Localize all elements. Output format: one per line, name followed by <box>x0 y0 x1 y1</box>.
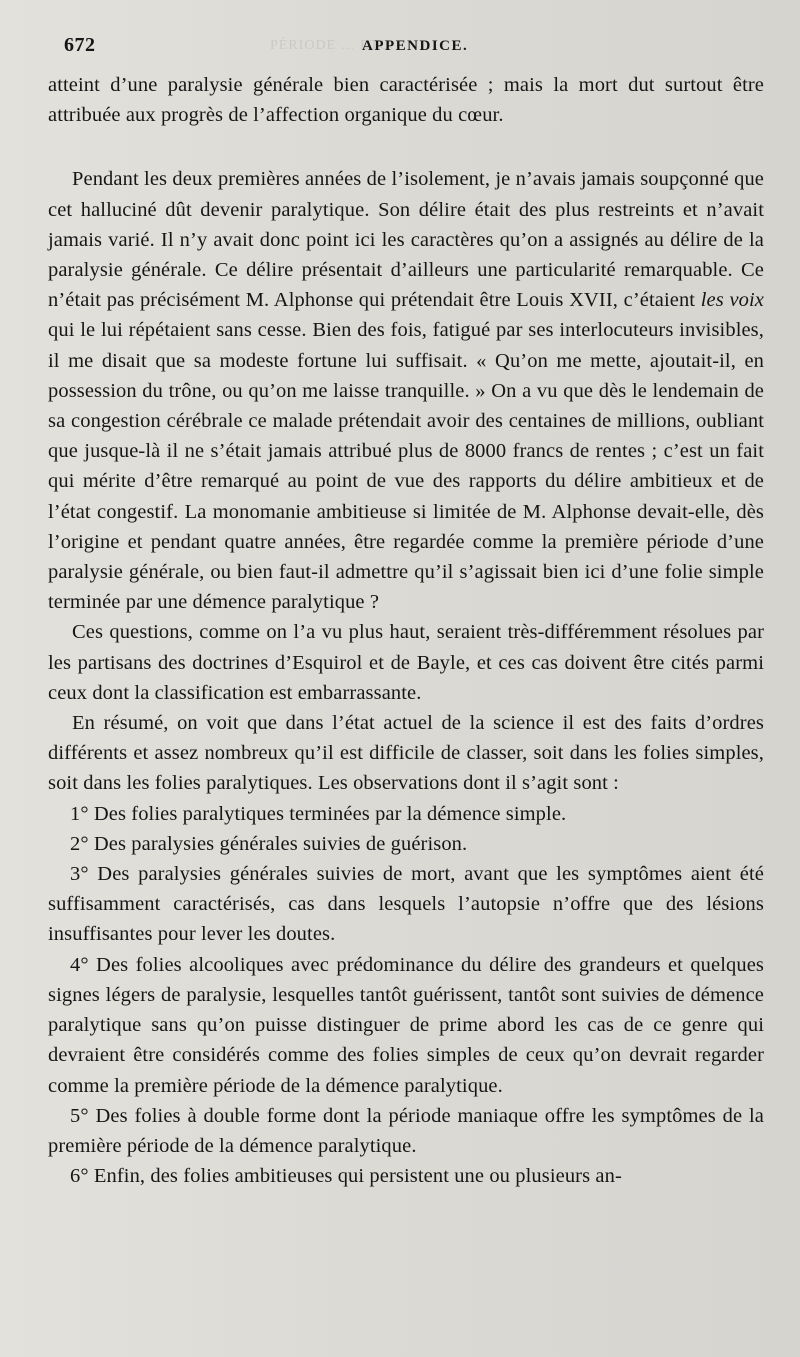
list-item-2: 2° Des paralysies générales suivies de guérison. <box>70 832 468 855</box>
page-header <box>64 34 760 58</box>
list-item-5: 5° Des folies à double forme dont la période maniaque offre les symptômes de la première période de la démence paralytique. <box>48 1104 764 1157</box>
page-number: 672 <box>64 34 96 56</box>
list-item-1: 1° Des folies paralytiques terminées par la démence simple. <box>70 802 567 825</box>
paragraph-questions: Ces questions, comme on l’a vu plus haut, seraient très-différemment résolues par les partisans des doctrines d’Esquirol et de Bayle, et ces cas doivent être cités parmi ceux dont la classification est embarrassante. <box>48 621 764 704</box>
paragraph-case-discussion <box>48 164 764 617</box>
running-head: APPENDICE. <box>362 38 469 54</box>
bleed-through-text: PÉRIODE … ETC. <box>270 38 395 53</box>
emphasis-les-voix: les voix <box>700 289 765 312</box>
body-text <box>48 70 764 1191</box>
list-item-4: 4° Des folies alcooliques avec prédominance du délire des grandeurs et quelques signes légers de paralysie, lesquelles tantôt guérissent, tantôt sont suivies de démence paralytique sans qu’on puisse distinguer de prime abord les cas de ce genre qui devraient être considérés comme des folies simples de ceux qu’on devrait regarder comme la première période de la démence paralytique. <box>48 953 764 1097</box>
list-item-3: 3° Des paralysies générales suivies de mort, avant que les symptômes aient été suffisamment caractérisés, cas dans lesquels l’autopsie n’offre que des lésions insuffisantes pour lever les doutes. <box>48 863 764 946</box>
paragraph-summary: En résumé, on voit que dans l’état actuel de la science il est des faits d’ordres différents et assez nombreux qu’il est difficile de classer, soit dans les folies simples, soit dans les folies paralytiques. Les observations dont il s’agit sont : <box>48 712 764 795</box>
paragraph-text-after-emphasis: qui le lui répétaient sans cesse. Bien des fois, fatigué par ses interlocuteurs invisibles, il me disait que sa modeste fortune lui suffisait. « Qu’on me mette, ajoutait-il, en possession du trône, ou qu’on me laisse tranquille. » On a vu que dès le lendemain de sa congestion cérébrale ce malade prétendait avoir des centaines de millions, oubliant que jusque-là il ne s’était jamais attribué plus de 8000 francs de rentes ; c’est un fait qui mérite d’être remarqué au point de vue des rapports du délire ambitieux et de l’état congestif. La monomanie ambitieuse si limitée de M. Alphonse devait-elle, dès l’origine et pendant quatre années, être regardée comme la première période d’une paralysie générale, ou bien faut-il admettre qu’il s’agissait bien ici d’une folie simple terminée par une démence paralytique ? <box>48 319 764 614</box>
paragraph-text-before-emphasis: Pendant les deux premières années de l’isolement, je n’avais jamais soupçonné que cet halluciné dût devenir paralytique. Son délire était des plus restreints et n’avait jamais varié. Il n’y avait donc point ici les caractères qu’on a assignés au délire de la paralysie générale. Ce délire présentait d’ailleurs une particularité remarquable. Ce n’était pas précisément M. Alphonse qui prétendait être Louis XVII, c’étaient <box>48 168 764 312</box>
paragraph-continuation: atteint d’une paralysie générale bien caractérisée ; mais la mort dut surtout être attribuée aux progrès de l’affection organique du cœur. <box>48 74 764 127</box>
list-item-6: 6° Enfin, des folies ambitieuses qui persistent une ou plusieurs an- <box>70 1165 622 1188</box>
